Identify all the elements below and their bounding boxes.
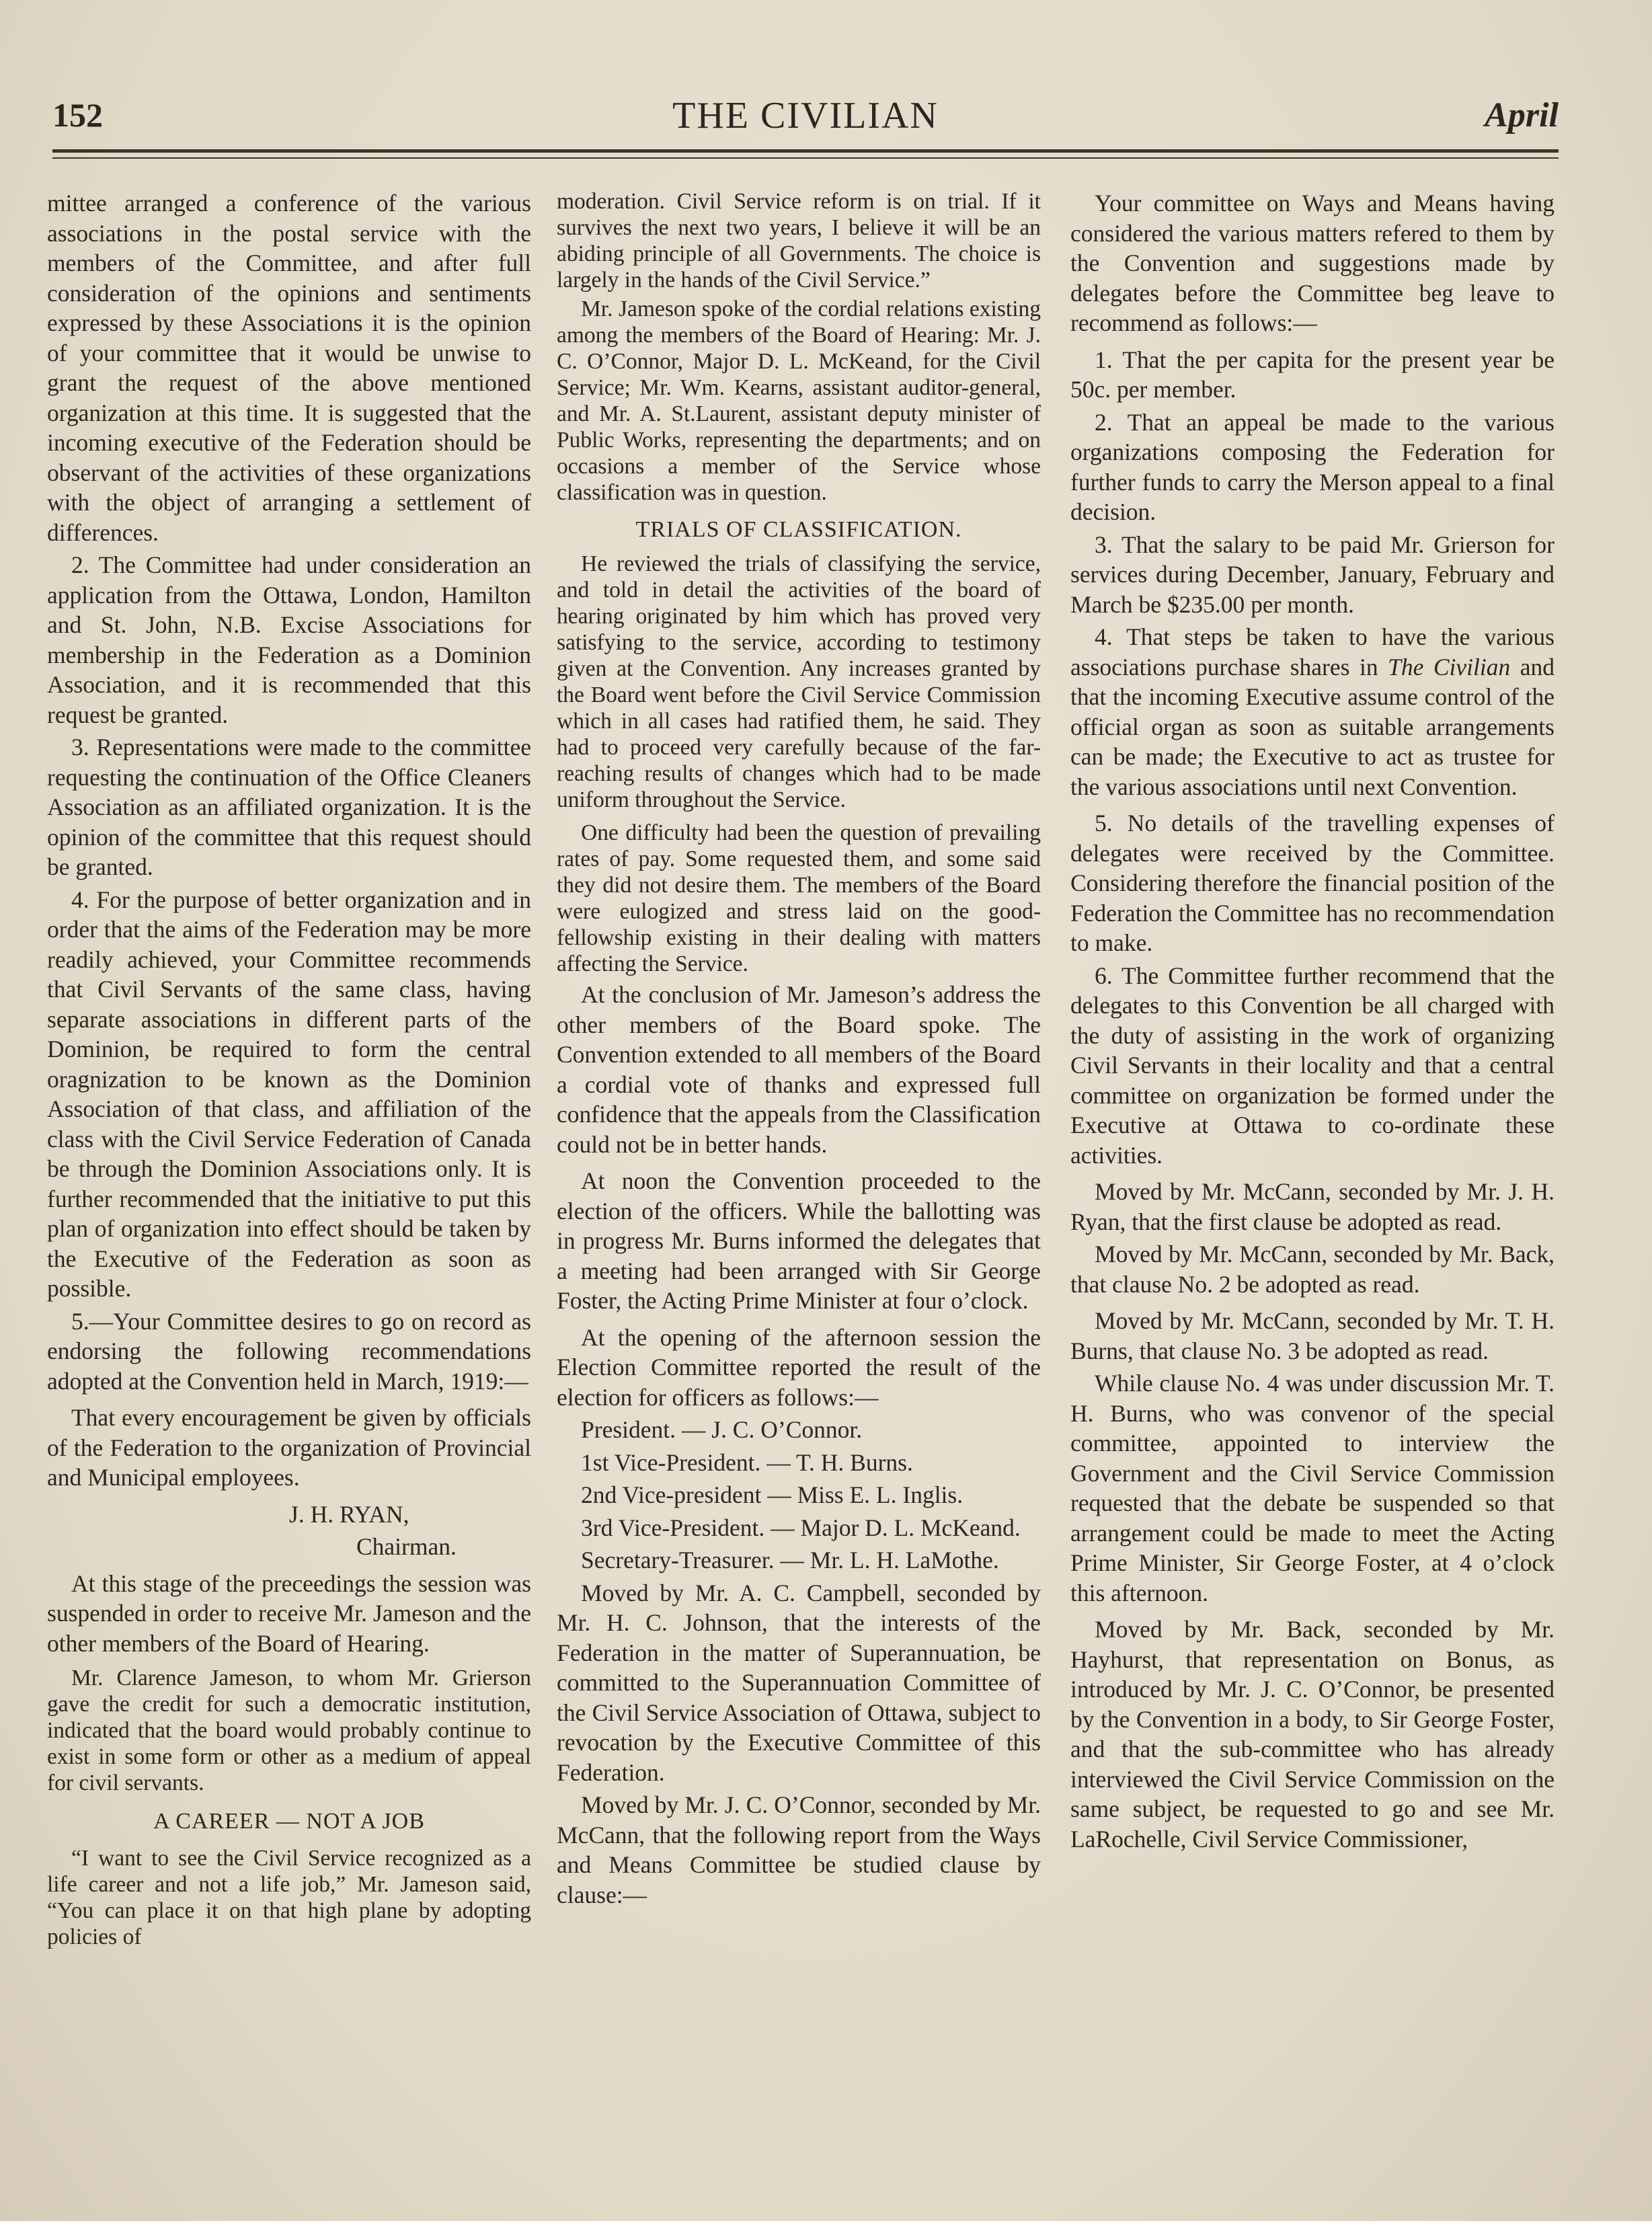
text-run: and that the incoming Executive assume control of the official organ as soon as suitable arrangements can be made; the Executive to act as trustee for the various associations until next Convention. (1070, 653, 1555, 800)
paragraph: 5. No details of the travelling expenses of delegates were received by the Committee. Considering therefore the financial position of the Federation the Committee has no recommendation to make. (1070, 810, 1555, 956)
paragraph: At the opening of the afternoon session the Election Committee reported the result of the election for officers as follows:— (557, 1323, 1041, 1411)
paragraph: At the conclusion of Mr. Jameson’s address the other members of the Board spoke. The Convention extended to all members of the Board a cordial vote of thanks and expressed full confidence that the appeals from the Classification could not be in better hands. (557, 981, 1041, 1158)
officer-entry: 2nd Vice-president — Miss E. L. Inglis. (581, 1481, 963, 1508)
paragraph: At this stage of the preceedings the session was suspended in order to receive Mr. Jameson and the other members of the Board of Hearing. (47, 1569, 531, 1657)
paragraph: Moved by Mr. McCann, seconded by Mr. J. H. Ryan, that the first clause be adopted as read. (1070, 1178, 1555, 1235)
journal-title: THE CIVILIAN (672, 95, 939, 137)
paragraph: Mr. Clarence Jameson, to whom Mr. Grierson gave the credit for such a democratic institution, indicated that the board would probably continue to exist in some form or other as a medium of appeal for civil servants. (47, 1666, 531, 1795)
paragraph: 3. Representations were made to the committee requesting the continuation of the Office Cleaners Association as an affiliated organization. It is the opinion of the committee that this request should be granted. (47, 734, 531, 880)
column-3 (1070, 188, 1555, 2206)
paragraph: While clause No. 4 was under discussion Mr. T. H. Burns, who was convenor of the special committee, appointed to interview the Government and the Civil Service Commission requested that the debate be suspended so that arrangement could be made to meet the Acting Prime Minister, Sir George Foster, at 4 o’clock this afternoon. (1070, 1370, 1555, 1606)
paragraph: 2. The Committee had under consideration an application from the Ottawa, London, Hamilton and St. John, N.B. Excise Associations for membership in the Federation as a Dominion Association, and it is recommended that this request be granted. (47, 551, 531, 728)
paragraph: One difficulty had been the question of prevailing rates of pay. Some requested them, and some said they did not desire them. The members of the Board were eulogized and stress laid on the good-fellowship existing in their dealing with matters affecting the Service. (557, 820, 1041, 976)
page-header (52, 90, 1559, 144)
paragraph: Your committee on Ways and Means having considered the various matters refered to them by the Convention and suggestions made by delegates before the Committee beg leave to recommend as follows:— (1070, 190, 1555, 336)
paragraph: Mr. Jameson spoke of the cordial relations existing among the members of the Board of Hearing: Mr. J. C. O’Connor, Major D. L. McKeand, for the Civil Service; Mr. Wm. Kearns, assistant auditor-general, and Mr. A. St.Laurent, assistant deputy minister of Public Works, representing the departments; and on occasions a member of the Service whose classification was in question. (557, 297, 1041, 505)
paragraph: 6. The Committee further recommend that the delegates to this Convention be all charged with the duty of assisting in the work of organizing Civil Servants in their locality and that a central committee on organization be formed under the Executive at Ottawa to co-ordinate these activities. (1070, 962, 1555, 1169)
column-1 (47, 188, 531, 2206)
paragraph: 4. For the purpose of better organization and in order that the aims of the Federation may be more readily achieved, your Committee recommends that Civil Servants of the same class, having separate associations in different parts of the Dominion, be required to form the central oragnization to be known as the Dominion Association of that class, and affiliation of the class with the Civil Service Federation of Canada be through the Dominion Associations only. It is further recommended that the initiative to put this plan of organization into effect should be taken by the Executive of the Federation as soon as possible. (47, 886, 531, 1302)
officer-entry: President. — J. C. O’Connor. (581, 1416, 863, 1443)
issue-month: April (1485, 96, 1559, 134)
section-heading-trials: TRIALS OF CLASSIFICATION. (635, 517, 962, 542)
paragraph: 5.—Your Committee desires to go on record as endorsing the following recommendations adopted at the Convention held in March, 1919:— (47, 1307, 531, 1395)
header-rule-thick (52, 149, 1559, 153)
officer-entry: 1st Vice-President. — T. H. Burns. (581, 1448, 913, 1476)
paragraph: Moved by Mr. A. C. Campbell, seconded by Mr. H. C. Johnson, that the interests of the Federation in the matter of Superannuation, be committed to the Superannuation Committee of the Civil Service Association of Ottawa, subject to revocation by the Executive Committee of this Federation. (557, 1579, 1041, 1786)
officer-entry: 3rd Vice-President. — Major D. L. McKeand. (581, 1514, 1021, 1541)
paragraph (1070, 622, 1555, 802)
paragraph: Moved by Mr. McCann, seconded by Mr. T. H. Burns, that clause No. 3 be adopted as read. (1070, 1307, 1555, 1364)
convention-section (557, 980, 1041, 1910)
column-2 (557, 188, 1041, 2206)
signature-title: Chairman. (356, 1533, 457, 1560)
signature-name: J. H. RYAN, (289, 1500, 409, 1528)
paragraph: 2. That an appeal be made to the various organizations composing the Federation for further funds to carry the Merson appeal to a final decision. (1070, 408, 1555, 525)
paragraph: 3. That the salary to be paid Mr. Grierson for services during December, January, February and March be $235.00 per month. (1070, 531, 1555, 618)
paragraph: moderation. Civil Service reform is on trial. If it survives the next two years, I believe it will be an abiding principle of all Governments. The choice is largely in the hands of the Civil Service.” (557, 189, 1041, 293)
paragraph: mittee arranged a conference of the various associations in the postal service with the members of the Committee, and after full consideration of the opinions and sentiments expressed by these Associations it is the opinion of your committee that it would be unwise to grant the request of the above mentioned organization at this time. It is suggested that the incoming executive of the Federation should be observant of the activities of these organizations with the object of arranging a settlement of differences. (47, 190, 531, 546)
paragraph: Moved by Mr. J. C. O’Connor, seconded by Mr. McCann, that the following report from the Ways and Means Committee be studied clause by clause:— (557, 1791, 1041, 1908)
journal-name-italic: The Civilian (1388, 653, 1511, 680)
text-run: 4. That steps be taken to have the various associations purchase shares in (1070, 623, 1555, 680)
paragraph: 1. That the per capita for the present year be 50c. per member. (1070, 346, 1555, 403)
officer-entry: Secretary-Treasurer. — Mr. L. H. LaMothe. (581, 1547, 999, 1573)
paragraph: That every encouragement be given by officials of the Federation to the organization of Provincial and Municipal employees. (47, 1404, 531, 1491)
paragraph: Moved by Mr. McCann, seconded by Mr. Back, that clause No. 2 be adopted as read. (1070, 1241, 1555, 1298)
paragraph: At noon the Convention proceeded to the election of the officers. While the ballotting was in progress Mr. Burns informed the delegates that a meeting had been arranged with Sir George Foster, the Acting Prime Minister at four o’clock. (557, 1167, 1041, 1314)
header-rule-thin (52, 157, 1559, 159)
paragraph: Moved by Mr. Back, seconded by Mr. Hayhurst, that representation on Bonus, as introduced by Mr. J. C. O’Connor, be presented by the Convention in a body, to Sir George Foster, and that the sub-committee who has already interviewed the Civil Service Commission on the same subject, be requested to go and see Mr. LaRochelle, Civil Service Commissioner, (1070, 1616, 1555, 1853)
paragraph: He reviewed the trials of classifying the service, and told in detail the activities of the board of hearing originated by him which has proved very satisfying to the service, according to testimony given at the Convention. Any increases granted by the Board went before the Civil Service Commission which in all cases had ratified them, he said. They had to proceed very carefully because of the far-reaching results of changes which had to be made uniform throughout the Service. (557, 551, 1041, 812)
section-heading-career: A CAREER — NOT A JOB (153, 1809, 425, 1834)
page-number: 152 (52, 96, 103, 134)
paragraph: “I want to see the Civil Service recognized as a life career and not a life job,” Mr. Jameson said, “You can place it on that high plane by adopting policies of (47, 1845, 531, 1949)
